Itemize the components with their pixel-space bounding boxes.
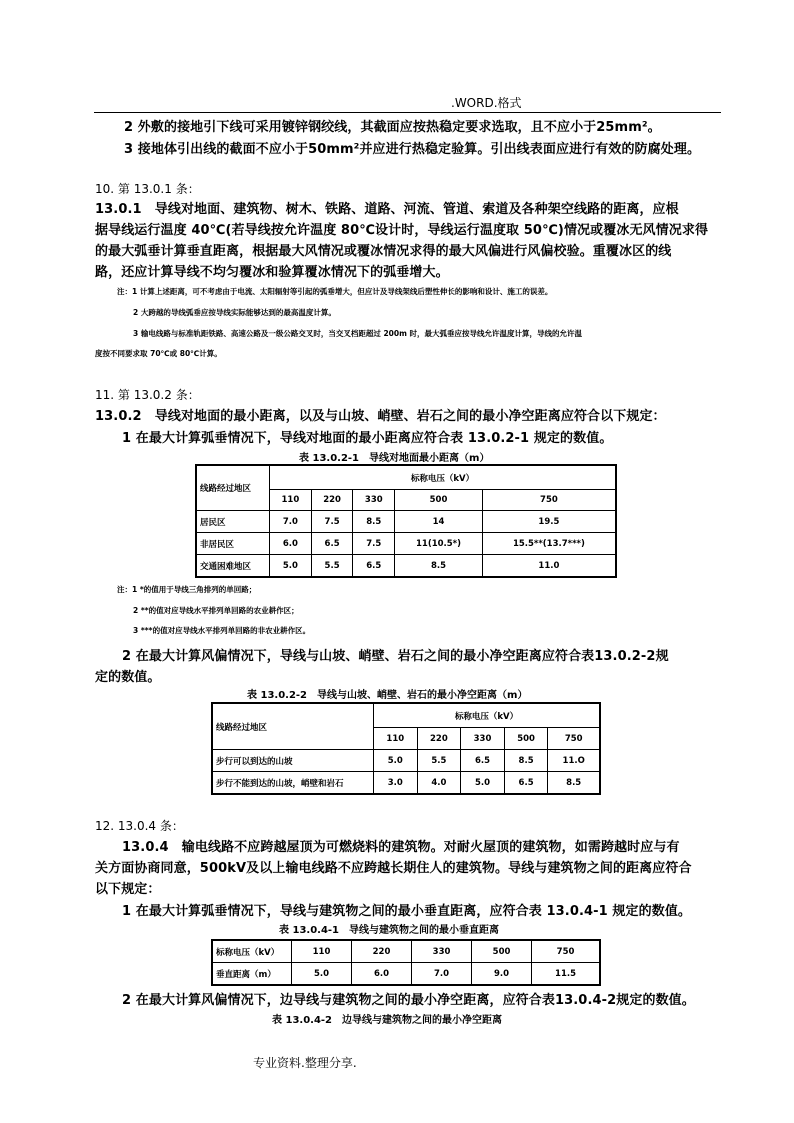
paragraph-line: 13.0.4 输电线路不应跨越屋顶为可燃烧料的建筑物。对耐火屋顶的建筑物，如需跨越时应与有 xyxy=(122,840,680,855)
value-cell: 8.5 xyxy=(353,511,395,533)
value-cell: 14 xyxy=(395,511,483,533)
value-cell: 7.5 xyxy=(311,511,353,533)
table-caption: 表 13.0.2-2 导线与山坡、峭壁、岩石的最小净空距离（m） xyxy=(247,690,528,701)
paragraph-line: 1 在最大计算弧垂情况下，导线与建筑物之间的最小垂直距离，应符合表 13.0.4-1 规定的数值。 xyxy=(122,904,692,919)
table-caption: 表 13.0.4-2 边导线与建筑物之间的最小净空距离 xyxy=(272,1015,503,1026)
value-cell: 7.5 xyxy=(353,533,395,555)
table-row xyxy=(213,963,600,985)
value-cell: 11.O xyxy=(548,750,600,772)
value-cell: 11.5 xyxy=(532,963,600,985)
voltage-cell: 220 xyxy=(311,490,353,511)
value-cell: 5.0 xyxy=(292,963,352,985)
value-cell: 8.5 xyxy=(504,750,548,772)
voltage-header: 标称电压（kV） xyxy=(270,466,616,490)
paragraph-line: 1 在最大计算弧垂情况下，导线对地面的最小距离应符合表 13.0.2-1 规定的数值。 xyxy=(122,431,613,446)
value-cell: 6.0 xyxy=(352,963,412,985)
table-row xyxy=(197,533,616,555)
value-cell: 7.0 xyxy=(412,963,472,985)
value-cell: 6.5 xyxy=(461,750,505,772)
paragraph-line: 路，还应计算导线不均匀覆冰和验算覆冰情况下的弧垂增大。 xyxy=(95,265,449,280)
value-cell: 6.5 xyxy=(311,533,353,555)
note-line: 注：1 计算上述距离，可不考虑由于电流、太阳辐射等引起的弧垂增大，但应计及导线架线后塑性伸长的影响和设计、施工的误差。 xyxy=(117,287,553,296)
value-cell: 5.0 xyxy=(461,772,505,794)
table-note: 3 ***的值对应导线水平排列单回路的非农业耕作区。 xyxy=(133,626,311,635)
table-row xyxy=(197,511,616,533)
table-caption: 表 13.0.2-1 导线对地面最小距离（m） xyxy=(299,453,490,464)
section-heading: 10. 第 13.0.1 条： xyxy=(95,182,200,196)
value-cell: 11.0 xyxy=(482,555,615,577)
voltage-cell: 110 xyxy=(374,728,418,750)
paragraph-line: 据导线运行温度 40℃(若导线按允许温度 80℃设计时，导线运行温度取 50℃)情况或覆冰无风情况求得 xyxy=(95,223,709,238)
value-cell: 19.5 xyxy=(482,511,615,533)
note-line: 3 输电线路与标准轨距铁路、高速公路及一级公路交叉时，当交叉档距超过 200m 时，最大弧垂应按导线允许温度计算，导线的允许温 xyxy=(133,329,583,338)
paragraph-line: 定的数值。 xyxy=(95,670,161,685)
voltage-label: 标称电压（kV） xyxy=(213,941,292,963)
value-cell: 8.5 xyxy=(395,555,483,577)
ground-distance-table xyxy=(196,465,616,577)
note-line: 度按不同要求取 70℃或 80℃计算。 xyxy=(95,349,222,358)
region-header: 线路经过地区 xyxy=(197,466,270,511)
table-note: 注：1 *的值用于导线三角排列的单回路； xyxy=(117,585,257,594)
value-cell: 7.0 xyxy=(270,511,312,533)
row-label: 步行不能到达的山坡，峭壁和岩石 xyxy=(213,772,374,794)
voltage-cell: 500 xyxy=(395,490,483,511)
row-label: 步行可以到达的山坡 xyxy=(213,750,374,772)
value-cell: 6.5 xyxy=(353,555,395,577)
value-cell: 5.5 xyxy=(311,555,353,577)
value-cell: 8.5 xyxy=(548,772,600,794)
paragraph-line: 的最大弧垂计算垂直距离，根据最大风情况或覆冰情况求得的最大风偏进行风偏校验。重覆冰区的线 xyxy=(95,244,672,259)
voltage-cell: 750 xyxy=(532,941,600,963)
slope-distance-table xyxy=(212,703,600,794)
value-cell: 5.5 xyxy=(417,750,461,772)
voltage-cell: 220 xyxy=(417,728,461,750)
paragraph-line: 13.0.1 导线对地面、建筑物、树木、铁路、道路、河流、管道、索道及各种架空线路的距离，应根 xyxy=(95,202,679,217)
paragraph-line: 2 外敷的接地引下线可采用镀锌钢绞线，其截面应按热稳定要求选取，且不应小于25mm²。 xyxy=(124,120,661,135)
row-label: 交通困难地区 xyxy=(197,555,270,577)
value-cell: 11(10.5*) xyxy=(395,533,483,555)
value-cell: 4.0 xyxy=(417,772,461,794)
distance-label: 垂直距离（m） xyxy=(213,963,292,985)
voltage-cell: 330 xyxy=(461,728,505,750)
value-cell: 15.5**(13.7***) xyxy=(482,533,615,555)
voltage-cell: 110 xyxy=(292,941,352,963)
value-cell: 5.0 xyxy=(374,750,418,772)
table-note: 2 **的值对应导线水平排列单回路的农业耕作区； xyxy=(133,606,299,615)
voltage-cell: 330 xyxy=(353,490,395,511)
table-row xyxy=(213,941,600,963)
table-caption: 表 13.0.4-1 导线与建筑物之间的最小垂直距离 xyxy=(279,925,500,936)
paragraph-line: 2 在最大计算风偏情况下，导线与山坡、峭壁、岩石之间的最小净空距离应符合表13.0.2-2规 xyxy=(122,649,669,664)
section-heading: 11. 第 13.0.2 条： xyxy=(95,388,200,402)
paragraph-line: 关方面协商同意，500kV及以上输电线路不应跨越长期住人的建筑物。导线与建筑物之间的距离应符合 xyxy=(95,861,692,876)
voltage-cell: 330 xyxy=(412,941,472,963)
section-heading: 12. 13.0.4 条： xyxy=(95,819,184,833)
value-cell: 3.0 xyxy=(374,772,418,794)
value-cell: 9.0 xyxy=(472,963,532,985)
paragraph-line: 2 在最大计算风偏情况下，边导线与建筑物之间的最小净空距离，应符合表13.0.4-2规定的数值。 xyxy=(122,993,695,1008)
voltage-cell: 500 xyxy=(472,941,532,963)
paragraph-line: 13.0.2 导线对地面的最小距离，以及与山坡、峭壁、岩石之间的最小净空距离应符合以下规定： xyxy=(95,409,666,424)
value-cell: 6.5 xyxy=(504,772,548,794)
value-cell: 5.0 xyxy=(270,555,312,577)
table-row xyxy=(213,772,600,794)
paragraph-line: 3 接地体引出线的截面不应小于50mm²并应进行热稳定验算。引出线表面应进行有效的防腐处理。 xyxy=(124,142,701,157)
paragraph-line: 以下规定： xyxy=(95,882,161,897)
value-cell: 6.0 xyxy=(270,533,312,555)
header-rule xyxy=(94,112,721,113)
table-row xyxy=(213,750,600,772)
building-vertical-distance-table xyxy=(212,940,600,985)
voltage-cell: 750 xyxy=(548,728,600,750)
page-footer: 专业资料.整理分享. xyxy=(253,1056,357,1070)
row-label: 非居民区 xyxy=(197,533,270,555)
page-header: .WORD.格式 xyxy=(451,96,522,110)
voltage-cell: 750 xyxy=(482,490,615,511)
region-header: 线路经过地区 xyxy=(213,704,374,750)
voltage-header: 标称电压（kV） xyxy=(374,704,600,728)
row-label: 居民区 xyxy=(197,511,270,533)
note-line: 2 大跨越的导线弧垂应按导线实际能够达到的最高温度计算。 xyxy=(133,308,336,317)
voltage-cell: 110 xyxy=(270,490,312,511)
voltage-cell: 220 xyxy=(352,941,412,963)
table-row xyxy=(197,555,616,577)
voltage-cell: 500 xyxy=(504,728,548,750)
